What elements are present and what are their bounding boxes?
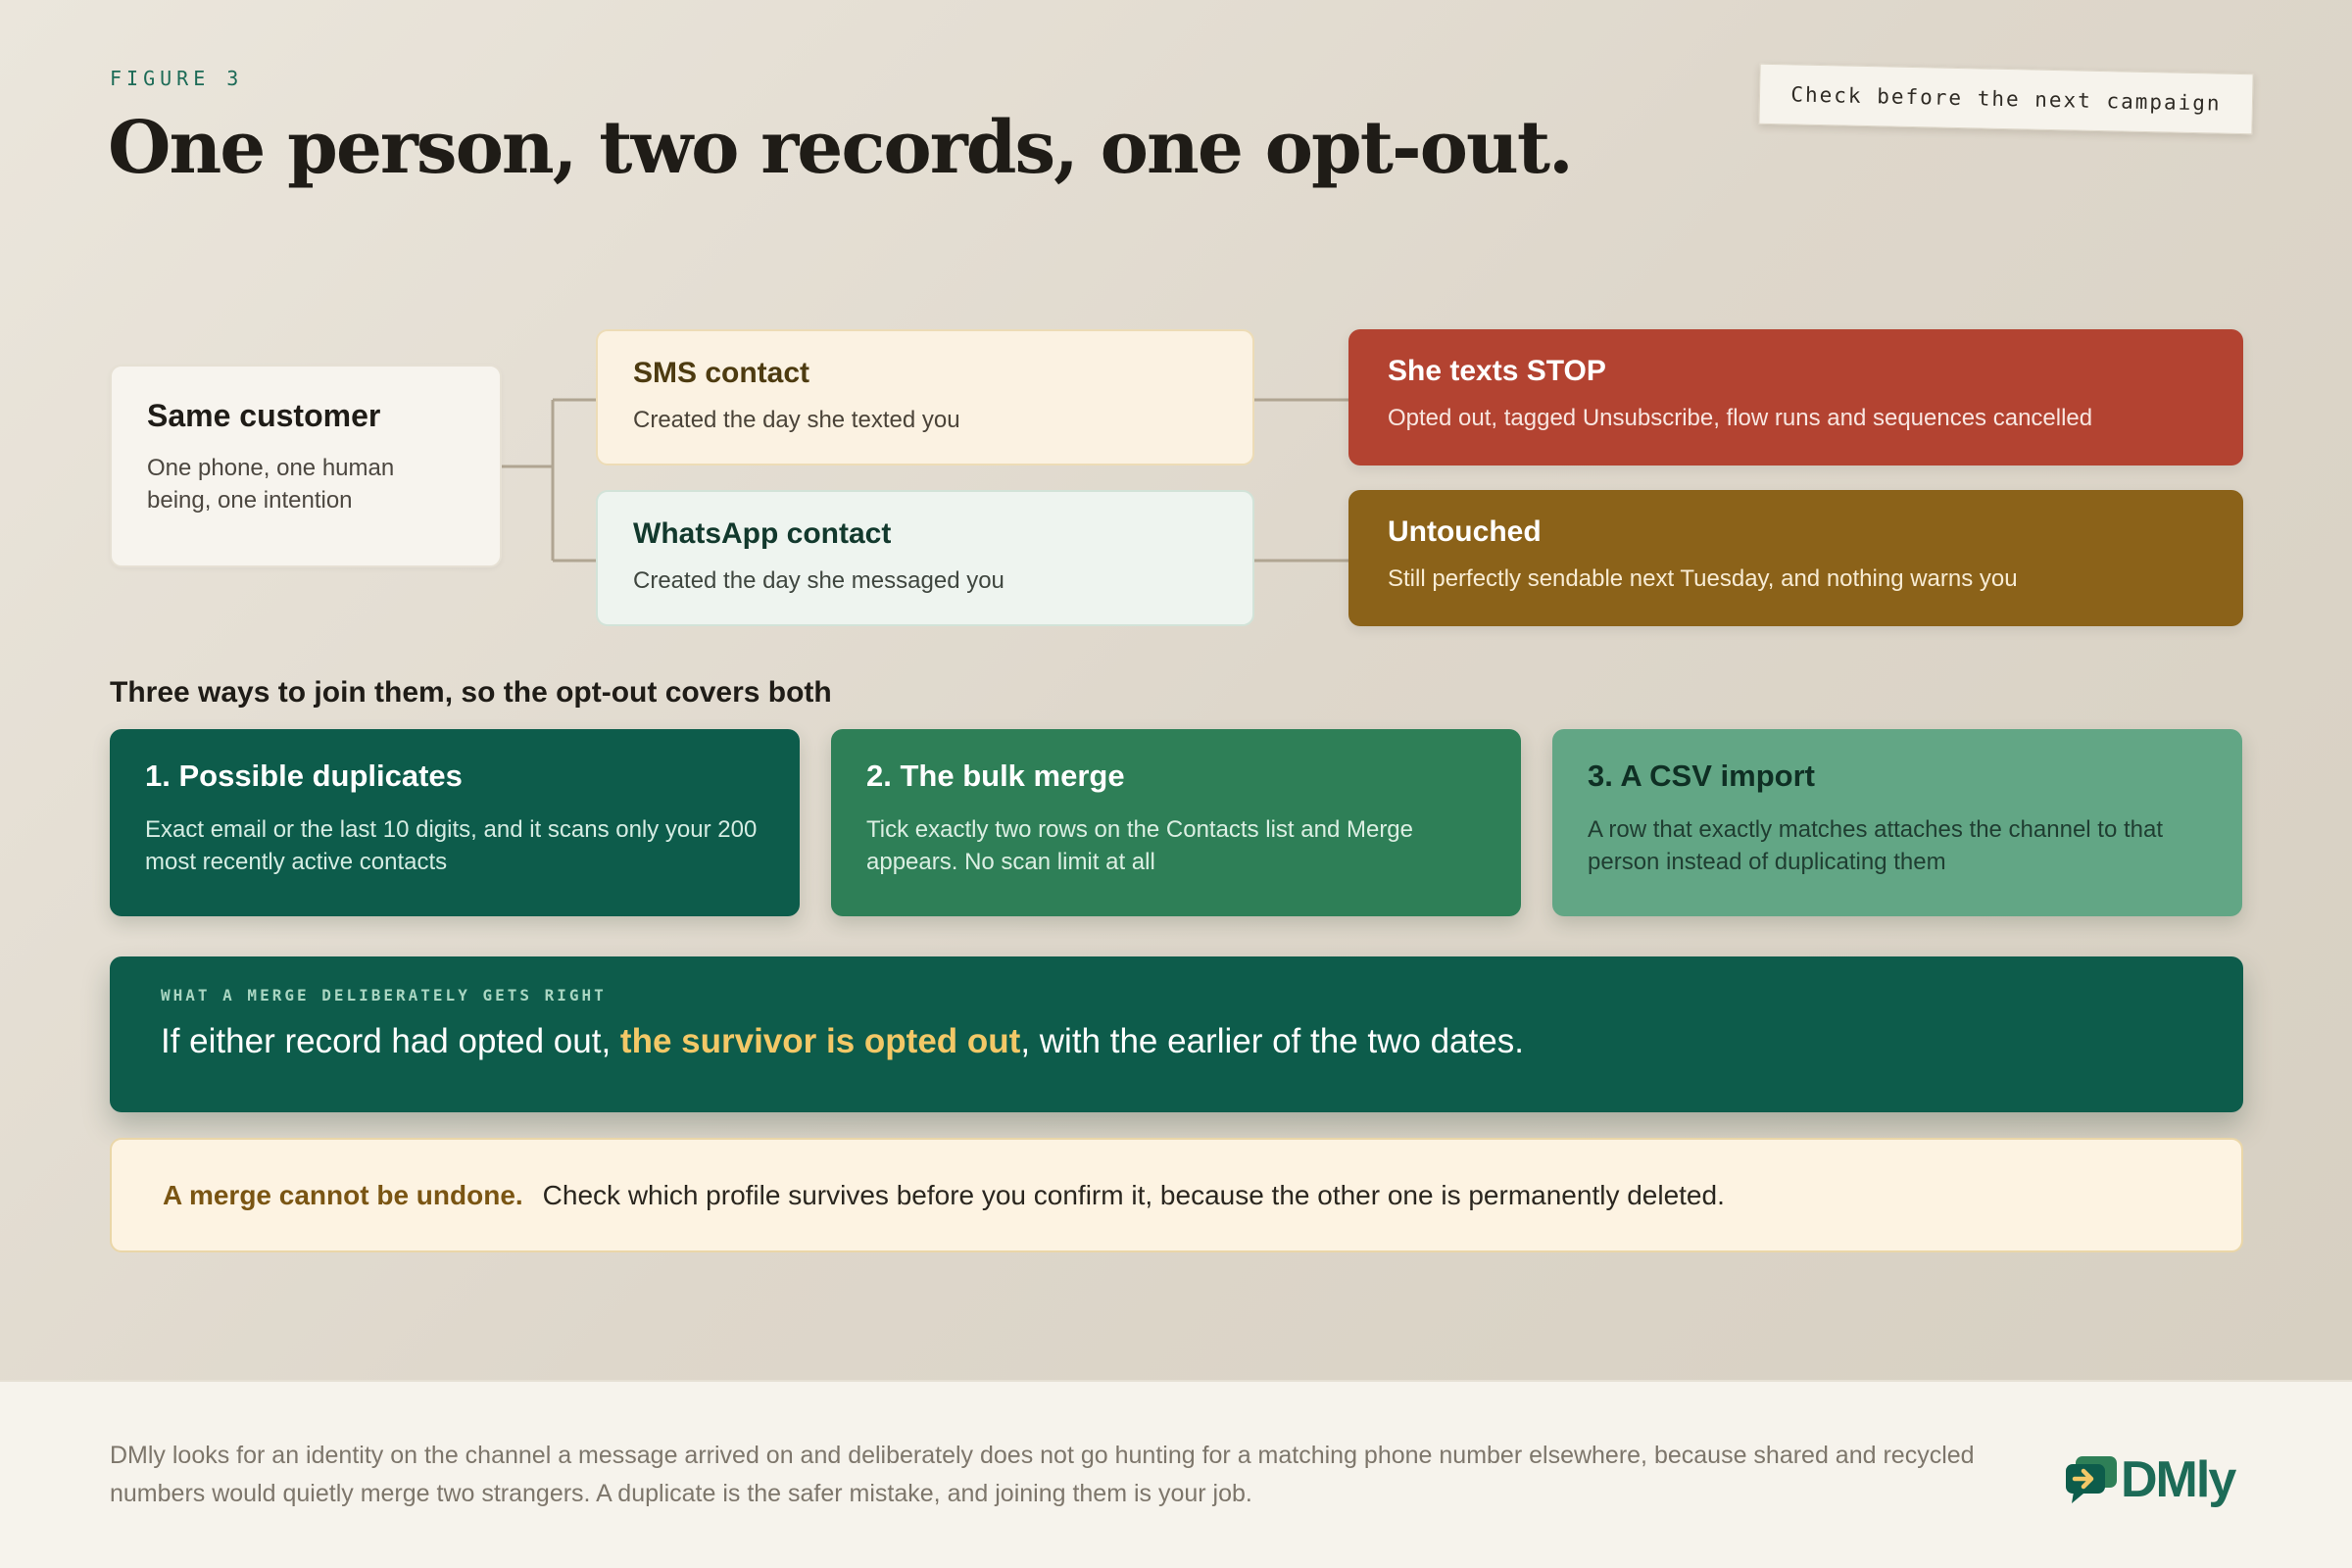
sms-contact-body: Created the day she texted you <box>633 407 960 433</box>
merge-warning-text: Check which profile survives before you confirm it, because the other one is permanently deleted. <box>542 1179 1725 1210</box>
merge-warning-lead: A merge cannot be undone. <box>163 1179 523 1210</box>
whatsapp-contact-title: WhatsApp contact <box>633 517 892 550</box>
merge-rule-eyebrow: WHAT A MERGE DELIBERATELY GETS RIGHT <box>161 986 607 1004</box>
way-card-body: Tick exactly two rows on the Contacts list and Merge appears. No scan limit at all <box>866 816 1413 875</box>
stop-outcome-body: Opted out, tagged Unsubscribe, flow runs and sequences cancelled <box>1388 405 2093 431</box>
untouched-outcome-box <box>1348 490 2243 626</box>
stop-outcome-title: She texts STOP <box>1388 355 1606 387</box>
footer-note: DMly looks for an identity on the channel a message arrived on and deliberately does not go hunting for a matching phone number elsewhere, because shared and recycled numbers would quietly merge two strangers. A duplicate is the safer mistake, and joining them is your job. <box>110 1442 1975 1507</box>
merge-rule-after: , with the earlier of the two dates. <box>1020 1022 1524 1060</box>
sms-contact-title: SMS contact <box>633 357 810 389</box>
untouched-outcome-title: Untouched <box>1388 515 1542 548</box>
ways-heading: Three ways to join them, so the opt-out covers both <box>110 676 832 709</box>
figure-eyebrow: FIGURE 3 <box>110 67 244 90</box>
way-card-bulk-merge <box>831 729 1521 916</box>
whatsapp-contact-box <box>596 490 1254 626</box>
sms-contact-box <box>596 329 1254 466</box>
way-card-possible-duplicates <box>110 729 800 916</box>
whatsapp-contact-body: Created the day she messaged you <box>633 567 1004 594</box>
way-card-body: A row that exactly matches attaches the channel to that person instead of duplicating them <box>1588 816 2164 875</box>
dmly-logo <box>2064 1450 2234 1509</box>
merge-rule-highlight: the survivor is opted out <box>619 1022 1021 1060</box>
page-title: One person, two records, one opt-out. <box>108 106 1572 190</box>
way-card-title: 1. Possible duplicates <box>145 759 463 793</box>
merge-warning-banner <box>110 1138 2243 1252</box>
way-card-body: Exact email or the last 10 digits, and it scans only your 200 most recently active contacts <box>145 816 758 875</box>
customer-title: Same customer <box>147 398 381 433</box>
untouched-outcome-body: Still perfectly sendable next Tuesday, and nothing warns you <box>1388 565 2018 592</box>
way-card-title: 3. A CSV import <box>1588 759 1815 793</box>
way-card-title: 2. The bulk merge <box>866 759 1125 793</box>
stop-outcome-box <box>1348 329 2243 466</box>
logo-wordmark: DMly <box>2121 1451 2235 1508</box>
sticky-note: Check before the next campaign <box>1758 64 2253 135</box>
customer-body: One phone, one human being, one intention <box>147 455 395 514</box>
merge-rule-before: If either record had opted out, <box>161 1022 620 1060</box>
connector-customer-branch <box>502 400 596 561</box>
footer <box>0 1380 2352 1568</box>
merge-rule-callout <box>110 956 2243 1112</box>
chat-bubble-arrow-icon <box>2064 1454 2119 1505</box>
way-card-csv-import <box>1552 729 2242 916</box>
customer-box <box>110 365 502 567</box>
merge-rule-text <box>161 1022 2192 1061</box>
